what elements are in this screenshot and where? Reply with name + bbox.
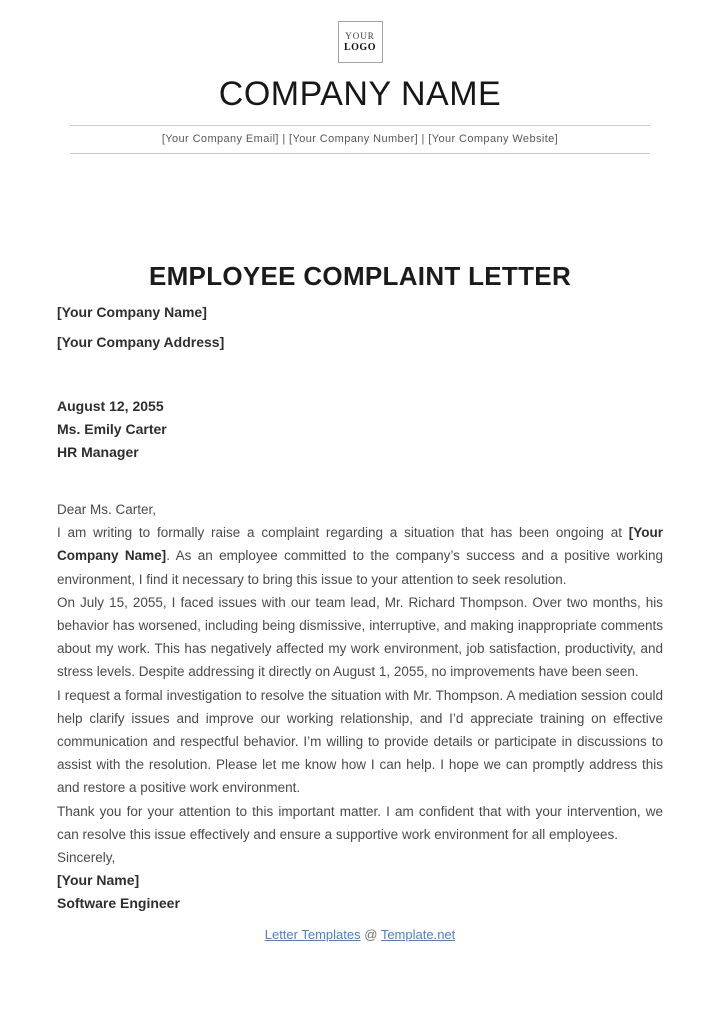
template-attribution bbox=[0, 926, 720, 944]
salutation: Dear Ms. Carter, bbox=[57, 502, 157, 517]
paragraph-4: Thank you for your attention to this important matter. I am confident that with your intervention, we can resolve this issue effectively and ensure a supportive work environment for all employees. bbox=[57, 803, 663, 842]
template-net-link[interactable]: Template.net bbox=[380, 927, 456, 943]
closing: Sincerely, bbox=[57, 850, 116, 866]
logo-text-line1: YOUR bbox=[345, 30, 375, 41]
paragraph-1-text-start: I am writing to formally raise a complaint regarding a situation that has been ongoing at bbox=[57, 525, 629, 541]
signature-name-placeholder: [Your Name] bbox=[57, 872, 140, 889]
letter-templates-link[interactable]: Letter Templates bbox=[264, 927, 361, 943]
company-address-placeholder: [Your Company Address] bbox=[57, 334, 225, 350]
letter-body bbox=[0, 261, 720, 915]
letter-date: August 12, 2055 bbox=[57, 398, 164, 414]
company-logo bbox=[338, 21, 383, 63]
company-name-placeholder: [Your Company Name] bbox=[57, 304, 207, 320]
paragraph-1-text-end: . As an employee committed to the company’s success and a positive working environment, I find it necessary to bring this issue to your attention to seek resolution. bbox=[57, 548, 663, 587]
company-name-heading: COMPANY NAME bbox=[218, 75, 502, 113]
company-contact-line: [Your Company Email] | [Your Company Number] | [Your Company Website] bbox=[70, 125, 650, 154]
logo-text-line2: LOGO bbox=[343, 41, 376, 53]
signature-title: Software Engineer bbox=[57, 895, 180, 912]
attribution-separator: @ bbox=[364, 927, 378, 943]
paragraph-3: I request a formal investigation to resolve the situation with Mr. Thompson. A mediation session could help clarify issues and improve our working relationship, and I’d appreciate training on effective communication and respectful behavior. I’m willing to provide details or participate in discussions to assist with the resolution. Please let me know how I can help. I hope we can promptly address this and restore a positive work environment. bbox=[57, 687, 663, 796]
recipient-name: Ms. Emily Carter bbox=[57, 421, 167, 437]
recipient-title: HR Manager bbox=[57, 444, 139, 460]
letter-text bbox=[57, 498, 663, 869]
letterhead bbox=[0, 0, 720, 154]
paragraph-1 bbox=[57, 521, 663, 591]
paragraph-1-bold-placeholder: [Your Company Name] bbox=[57, 525, 663, 564]
paragraph-2: On July 15, 2055, I faced issues with our team lead, Mr. Richard Thompson. Over two months, his behavior has worsened, including being dismissive, interruptive, and making inappropriate comments about my work. This has negatively affected my work environment, job satisfaction, productivity, and stress levels. Despite addressing it directly on August 1, 2055, no improvements have been seen. bbox=[57, 594, 663, 680]
letter-title: EMPLOYEE COMPLAINT LETTER bbox=[148, 261, 572, 291]
